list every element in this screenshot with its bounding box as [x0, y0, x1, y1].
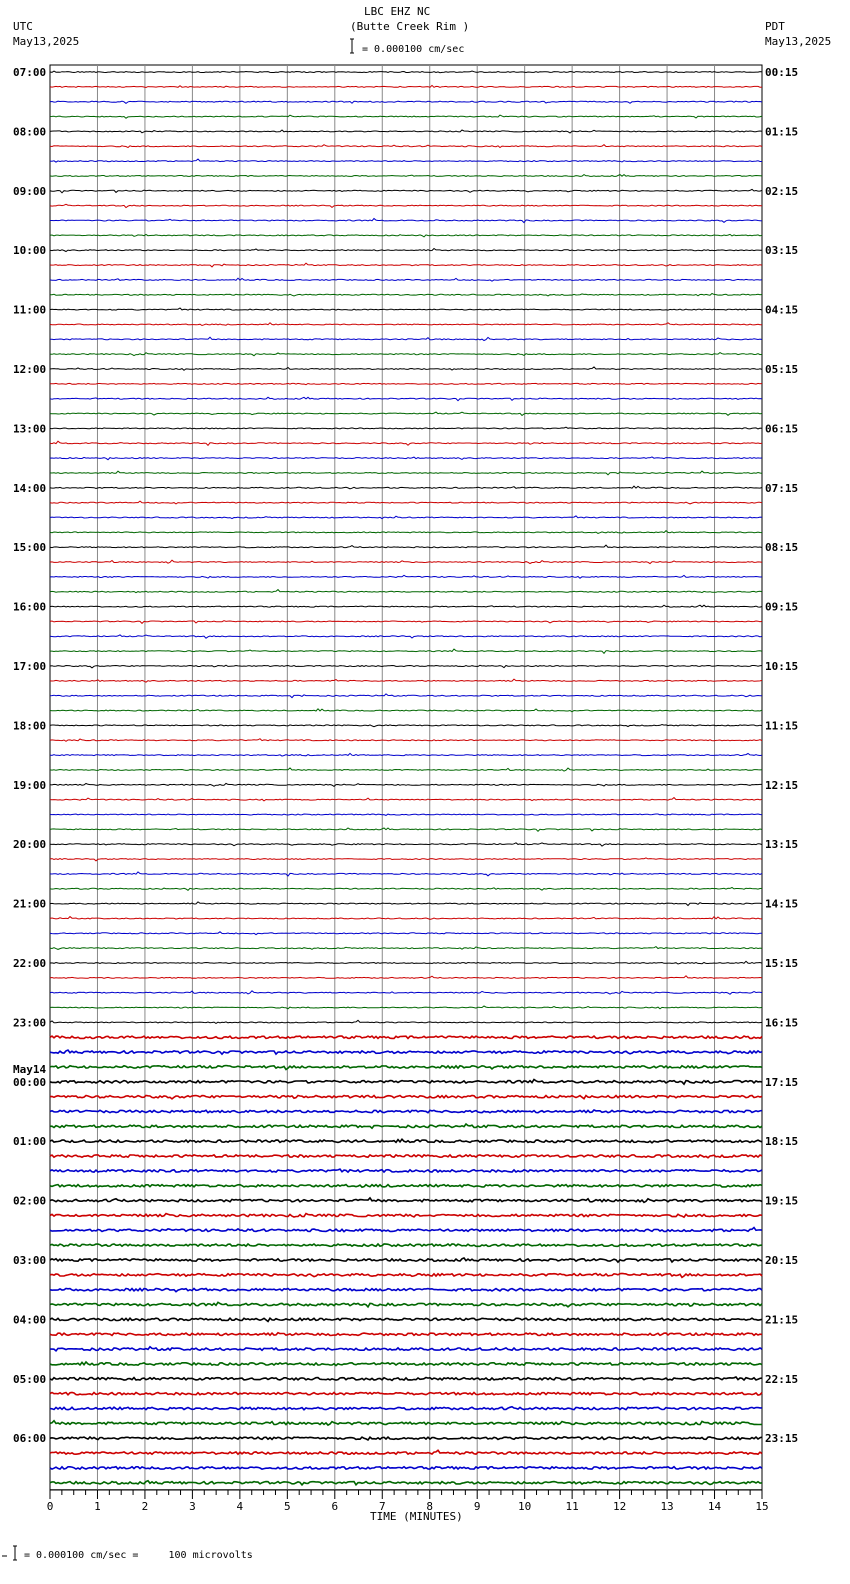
date-change-label: May14: [13, 1062, 47, 1076]
utc-hour-label: 12:00: [13, 363, 47, 376]
seismic-trace: [50, 1318, 762, 1321]
seismic-trace: [50, 917, 762, 920]
seismic-trace: [50, 1258, 762, 1262]
seismic-trace: [50, 71, 762, 73]
seismic-trace: [50, 85, 762, 87]
seismic-trace: [50, 1139, 762, 1143]
seismic-trace: [50, 1050, 762, 1054]
seismic-trace: [50, 1110, 762, 1113]
seismic-trace: [50, 175, 762, 177]
pdt-hour-label: 15:15: [765, 957, 799, 970]
x-tick-label: 9: [473, 1500, 481, 1513]
seismic-trace: [50, 545, 762, 548]
seismic-trace: [50, 1421, 762, 1425]
seismic-trace: [50, 976, 762, 979]
seismic-trace: [50, 457, 762, 460]
seismic-trace: [50, 1302, 762, 1307]
pdt-hour-label: 17:15: [765, 1075, 799, 1089]
x-tick-label: 5: [284, 1500, 291, 1513]
utc-hour-label: 04:00: [13, 1313, 47, 1327]
x-tick-label: 0: [46, 1500, 54, 1513]
seismic-trace: [50, 367, 762, 370]
utc-hour-label: 09:00: [13, 184, 47, 198]
pdt-hour-label: 09:15: [765, 600, 799, 614]
seismic-trace: [50, 1155, 762, 1158]
pdt-hour-label: 02:15: [765, 184, 799, 198]
utc-hour-label: 10:00: [13, 244, 47, 258]
utc-hour-label: 17:00: [13, 660, 47, 673]
seismic-trace: [50, 1289, 762, 1292]
seismic-trace: [50, 1377, 762, 1380]
seismic-trace: [50, 501, 762, 504]
pdt-hour-label: 21:15: [765, 1313, 799, 1327]
seismic-trace: [50, 932, 762, 935]
seismic-trace: [50, 1228, 762, 1232]
seismic-trace: [50, 739, 762, 742]
seismic-trace: [50, 947, 762, 950]
seismic-trace: [50, 234, 762, 237]
right-date: May13,2025: [765, 35, 832, 48]
pdt-hour-label: 20:15: [765, 1254, 799, 1267]
seismic-trace: [50, 1214, 762, 1218]
utc-hour-label: 23:00: [13, 1016, 47, 1030]
seismic-trace: [50, 798, 762, 801]
left-date: May13,2025: [13, 35, 80, 48]
plot-frame: [50, 65, 762, 1490]
seismic-trace: [50, 412, 762, 415]
utc-hour-label: 00:00: [13, 1075, 47, 1089]
seismic-trace: [50, 694, 762, 698]
seismic-trace: [50, 115, 762, 118]
x-tick-label: 2: [141, 1500, 149, 1513]
x-tick-label: 6: [331, 1500, 339, 1513]
seismic-trace: [50, 753, 762, 756]
x-tick-label: 7: [378, 1500, 386, 1513]
seismic-trace: [50, 189, 762, 192]
pdt-hour-label: 04:15: [765, 303, 799, 317]
seismic-trace: [50, 1450, 762, 1454]
x-axis-label: TIME (MINUTES): [370, 1510, 463, 1523]
x-tick-label: 1: [94, 1500, 101, 1513]
x-tick-label: 10: [518, 1500, 532, 1513]
seismic-trace: [50, 709, 762, 712]
seismic-trace: [50, 605, 762, 607]
seismic-trace: [50, 843, 762, 846]
seismic-trace: [50, 337, 762, 340]
seismic-trace: [50, 783, 762, 786]
seismic-trace: [50, 621, 762, 624]
right-timezone: PDT: [765, 20, 785, 33]
seismic-trace: [50, 828, 762, 831]
seismic-trace: [50, 1467, 762, 1469]
seismic-trace: [50, 353, 762, 356]
footer-scale-note: = 0.000100 cm/sec = 100 microvolts: [24, 1550, 253, 1561]
seismic-trace: [50, 516, 762, 519]
seismic-trace: [50, 665, 762, 668]
x-tick-label: 3: [189, 1500, 196, 1513]
seismic-trace: [50, 1437, 762, 1440]
seismic-trace: [50, 101, 762, 103]
seismic-trace: [50, 1036, 762, 1038]
x-tick-label: 14: [707, 1500, 722, 1513]
utc-hour-label: 11:00: [13, 303, 47, 317]
utc-hour-label: 19:00: [13, 778, 47, 792]
pdt-hour-label: 08:15: [765, 541, 799, 555]
seismic-trace: [50, 219, 762, 223]
seismic-trace: [50, 902, 762, 906]
station-title: LBC EHZ NC: [364, 5, 431, 18]
seismic-trace: [50, 486, 762, 489]
utc-hour-label: 13:00: [13, 422, 47, 436]
utc-hour-label: 06:00: [13, 1432, 47, 1446]
seismic-trace: [50, 1393, 762, 1396]
x-tick-label: 12: [612, 1500, 627, 1513]
utc-hour-label: 14:00: [13, 481, 47, 495]
seismic-trace: [50, 1096, 762, 1099]
seismic-trace: [50, 1407, 762, 1410]
pdt-hour-label: 23:15: [765, 1432, 799, 1446]
seismic-trace: [50, 1273, 762, 1277]
pdt-hour-label: 22:15: [765, 1372, 799, 1386]
x-tick-label: 8: [426, 1500, 434, 1513]
utc-hour-label: 05:00: [13, 1372, 47, 1386]
utc-hour-label: 18:00: [13, 719, 47, 733]
x-tick-label: 13: [660, 1500, 674, 1513]
pdt-hour-label: 13:15: [765, 838, 799, 852]
seismic-trace: [50, 1006, 762, 1009]
seismic-trace: [50, 590, 762, 593]
x-tick-label: 11: [565, 1500, 579, 1513]
utc-hour-label: 22:00: [13, 957, 47, 970]
seismic-trace: [50, 278, 762, 281]
seismic-trace: [50, 204, 762, 207]
scale-text: = 0.000100 cm/sec: [362, 44, 465, 55]
seismic-trace: [50, 575, 762, 578]
seismic-trace: [50, 961, 762, 964]
seismic-trace: [50, 1244, 762, 1246]
seismic-trace: [50, 1198, 762, 1203]
seismic-trace: [50, 1080, 762, 1085]
pdt-hour-label: 19:15: [765, 1194, 799, 1208]
pdt-hour-label: 00:15: [765, 66, 799, 79]
seismic-trace: [50, 427, 762, 429]
seismic-trace: [50, 308, 762, 310]
utc-hour-label: 07:00: [13, 66, 47, 79]
x-tick-label: 4: [236, 1500, 244, 1513]
scale-bar-icon: [350, 39, 354, 53]
seismic-trace: [50, 1481, 762, 1485]
pdt-hour-label: 10:15: [765, 660, 799, 673]
utc-hour-label: 01:00: [13, 1135, 47, 1149]
seismic-trace: [50, 814, 762, 815]
pdt-hour-label: 07:15: [765, 481, 799, 495]
pdt-hour-label: 18:15: [765, 1135, 799, 1149]
seismic-trace: [50, 768, 762, 771]
seismic-trace: [50, 323, 762, 326]
utc-hour-label: 08:00: [13, 125, 47, 139]
left-timezone: UTC: [13, 20, 33, 33]
seismic-trace: [50, 1333, 762, 1336]
seismic-trace: [50, 560, 762, 563]
seismic-trace: [50, 383, 762, 384]
seismic-trace: [50, 145, 762, 148]
seismic-trace: [50, 635, 762, 638]
pdt-hour-label: 03:15: [765, 244, 799, 258]
utc-hour-label: 15:00: [13, 541, 47, 555]
pdt-hour-label: 16:15: [765, 1016, 799, 1030]
seismic-trace: [50, 531, 762, 534]
seismic-trace: [50, 1362, 762, 1366]
seismic-trace: [50, 872, 762, 876]
seismic-trace: [50, 159, 762, 162]
seismic-trace: [50, 471, 762, 475]
seismic-trace: [50, 249, 762, 252]
pdt-hour-label: 14:15: [765, 897, 799, 911]
pdt-hour-label: 11:15: [765, 719, 799, 733]
utc-hour-label: 03:00: [13, 1254, 47, 1267]
seismic-trace: [50, 1169, 762, 1172]
seismic-trace: [50, 725, 762, 727]
seismic-trace: [50, 1020, 762, 1023]
seismic-trace: [50, 130, 762, 133]
seismic-trace: [50, 679, 762, 682]
seismic-trace: [50, 1066, 762, 1070]
seismic-trace: [50, 263, 762, 267]
site-title: (Butte Creek Rim ): [350, 20, 470, 33]
seismic-trace: [50, 1124, 762, 1128]
pdt-hour-label: 05:15: [765, 363, 799, 376]
utc-hour-label: 16:00: [13, 600, 47, 614]
seismic-trace: [50, 991, 762, 995]
x-tick-label: 15: [755, 1500, 769, 1513]
seismic-trace: [50, 294, 762, 297]
pdt-hour-label: 12:15: [765, 778, 799, 792]
seismic-trace: [50, 441, 762, 445]
seismic-trace: [50, 858, 762, 861]
pdt-hour-label: 01:15: [765, 125, 799, 139]
footer-scale-bar-icon: [2, 1546, 17, 1560]
seismic-trace: [50, 1347, 762, 1351]
utc-hour-label: 20:00: [13, 838, 47, 852]
pdt-hour-label: 06:15: [765, 422, 799, 436]
utc-hour-label: 21:00: [13, 897, 47, 911]
seismic-trace: [50, 1185, 762, 1188]
utc-hour-label: 02:00: [13, 1194, 47, 1208]
seismic-trace: [50, 649, 762, 653]
seismic-trace: [50, 397, 762, 400]
seismic-trace: [50, 888, 762, 891]
